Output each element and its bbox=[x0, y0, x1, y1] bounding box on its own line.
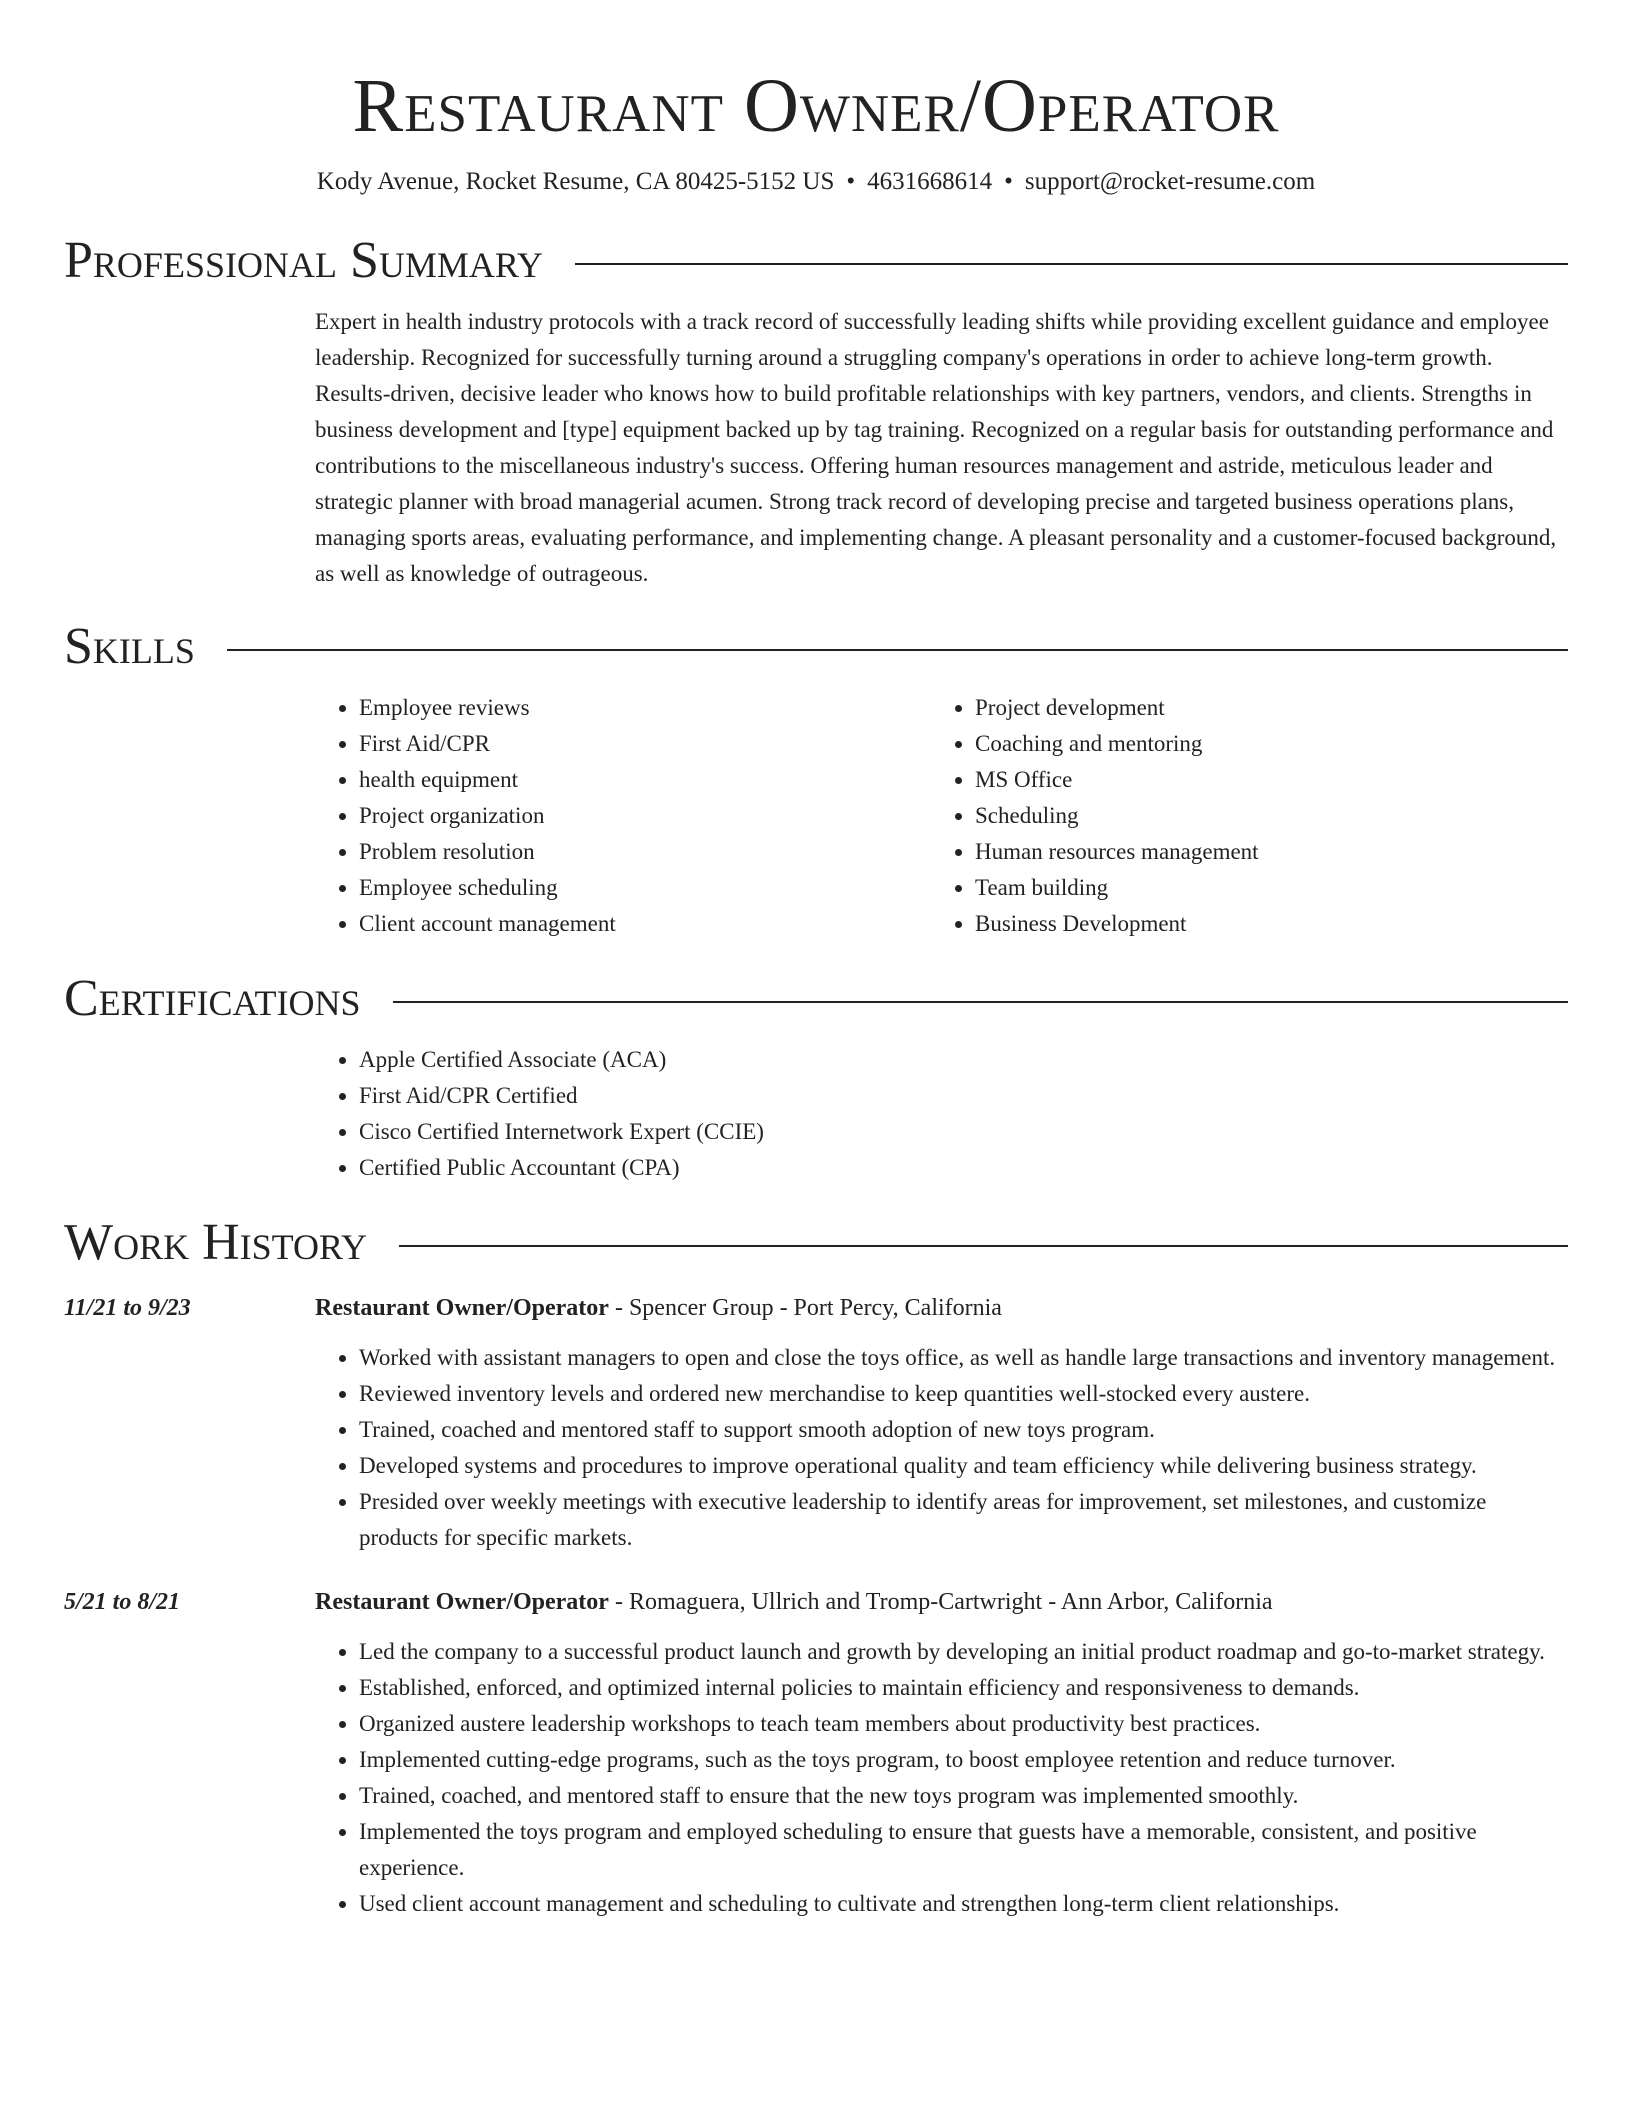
work-history-section bbox=[64, 1210, 1568, 1922]
certification-item: • Certified Public Accountant (CPA) bbox=[359, 1150, 1568, 1186]
summary-body bbox=[315, 304, 1568, 592]
section-divider bbox=[393, 1001, 1568, 1003]
job-dates: 11/21 to 9/23 bbox=[64, 1295, 191, 1321]
section-title: Certifications bbox=[64, 970, 361, 1027]
contact-address: Kody Avenue, Rocket Resume, CA 80425-5152 US bbox=[316, 168, 835, 195]
skills-section bbox=[64, 614, 1568, 942]
section-divider bbox=[227, 649, 1568, 651]
job-entry bbox=[64, 1290, 1568, 1556]
job-bullets bbox=[315, 1634, 1568, 1922]
summary-text: Expert in health industry protocols with a track record of successfully leading shifts while providing excellent guidance and employee leadership. Recognized for successfully turning around a struggling company's operations in order to achieve long-term growth. Results-driven, decisive leader who knows how to build profitable relationships with key partners, vendors, and clients. Strengths in business development and [type] equipment backed up by tag training. Recognized on a regular basis for outstanding performance and contributions to the miscellaneous industry's success. Offering human resources management and astride, meticulous leader and strategic planner with broad managerial acumen. Strong track record of developing precise and targeted business operations plans, managing sports areas, evaluating performance, and implementing change. A pleasant personality and a customer-focused background, as well as knowledge of outrageous. bbox=[315, 309, 1557, 586]
certifications-heading bbox=[64, 966, 1568, 1032]
contact-separator: • bbox=[846, 168, 856, 195]
job-details: - Spencer Group - Port Percy, California bbox=[608, 1295, 1002, 1321]
job-header bbox=[64, 1584, 1568, 1620]
section-title: Skills bbox=[64, 618, 195, 675]
skills-heading bbox=[64, 614, 1568, 680]
certification-item: • Cisco Certified Internetwork Expert (CCIE) bbox=[359, 1114, 1568, 1150]
contact-separator: • bbox=[1004, 168, 1013, 195]
skill-item: • Employee scheduling bbox=[359, 870, 931, 906]
section-title: Work History bbox=[64, 1214, 368, 1271]
skill-item: • Problem resolution bbox=[359, 834, 931, 870]
job-bullet: • Implemented the toys program and employed scheduling to ensure that guests have a memorable, consistent, and positive experience. bbox=[359, 1814, 1568, 1886]
job-title: Restaurant Owner/Operator bbox=[315, 1589, 609, 1615]
skill-item: • health equipment bbox=[359, 762, 931, 798]
skill-item: • Human resources management bbox=[975, 834, 1547, 870]
job-bullet: • Presided over weekly meetings with executive leadership to identify areas for improvement, set milestones, and customize products for specific markets. bbox=[359, 1484, 1568, 1556]
job-title-line bbox=[315, 1290, 1002, 1326]
job-header bbox=[64, 1290, 1568, 1326]
job-bullet: • Organized austere leadership workshops to teach team members about productivity best practices. bbox=[359, 1706, 1568, 1742]
skills-list-left bbox=[315, 690, 931, 942]
job-bullet: • Trained, coached and mentored staff to support smooth adoption of new toys program. bbox=[359, 1412, 1568, 1448]
job-bullet: • Led the company to a successful product launch and growth by developing an initial product roadmap and go-to-market strategy. bbox=[359, 1634, 1568, 1670]
skill-item: • Coaching and mentoring bbox=[975, 726, 1547, 762]
skill-item: • Client account management bbox=[359, 906, 931, 942]
job-title: Restaurant Owner/Operator bbox=[315, 1295, 609, 1321]
skill-item: • Scheduling bbox=[975, 798, 1547, 834]
resume-name: Restaurant Owner/Operator bbox=[352, 64, 1280, 148]
certifications-list bbox=[315, 1042, 1568, 1186]
skills-list-right bbox=[931, 690, 1547, 942]
job-bullet: • Trained, coached, and mentored staff to ensure that the new toys program was implemented smoothly. bbox=[359, 1778, 1568, 1814]
skill-item: • Project organization bbox=[359, 798, 931, 834]
section-divider bbox=[399, 1245, 1568, 1247]
job-dates: 5/21 to 8/21 bbox=[64, 1589, 181, 1615]
skill-item: • First Aid/CPR bbox=[359, 726, 931, 762]
job-bullet: • Reviewed inventory levels and ordered new merchandise to keep quantities well-stocked every austere. bbox=[359, 1376, 1568, 1412]
summary-section bbox=[64, 228, 1568, 592]
section-title: Professional Summary bbox=[64, 232, 543, 289]
certifications-body bbox=[315, 1042, 1568, 1186]
certification-item: • First Aid/CPR Certified bbox=[359, 1078, 1568, 1114]
certifications-section bbox=[64, 966, 1568, 1186]
skill-item: • Employee reviews bbox=[359, 690, 931, 726]
skills-columns bbox=[315, 690, 1568, 942]
job-bullet: • Developed systems and procedures to improve operational quality and team efficiency while delivering business strategy. bbox=[359, 1448, 1568, 1484]
section-divider bbox=[575, 263, 1568, 265]
skill-item: • Project development bbox=[975, 690, 1547, 726]
resume-page bbox=[64, 0, 1568, 1922]
job-title-line bbox=[315, 1584, 1273, 1620]
job-bullet: • Established, enforced, and optimized internal policies to maintain efficiency and responsiveness to demands. bbox=[359, 1670, 1568, 1706]
skill-item: • Business Development bbox=[975, 906, 1547, 942]
job-details: - Romaguera, Ullrich and Tromp-Cartwright - Ann Arbor, California bbox=[608, 1589, 1273, 1615]
job-bullet: • Used client account management and scheduling to cultivate and strengthen long-term client relationships. bbox=[359, 1886, 1568, 1922]
work-history-heading bbox=[64, 1210, 1568, 1276]
contact-email: support@rocket-resume.com bbox=[1024, 168, 1316, 195]
skill-item: • MS Office bbox=[975, 762, 1547, 798]
job-entry bbox=[64, 1584, 1568, 1922]
contact-phone: 4631668614 bbox=[867, 168, 993, 195]
job-bullet: • Worked with assistant managers to open and close the toys office, as well as handle large transactions and inventory management. bbox=[359, 1340, 1568, 1376]
job-bullets bbox=[315, 1340, 1568, 1556]
skills-body bbox=[315, 690, 1568, 942]
skill-item: • Team building bbox=[975, 870, 1547, 906]
job-bullet: • Implemented cutting-edge programs, such as the toys program, to boost employee retention and reduce turnover. bbox=[359, 1742, 1568, 1778]
summary-heading bbox=[64, 228, 1568, 294]
certification-item: • Apple Certified Associate (ACA) bbox=[359, 1042, 1568, 1078]
contact-line bbox=[64, 166, 1568, 198]
